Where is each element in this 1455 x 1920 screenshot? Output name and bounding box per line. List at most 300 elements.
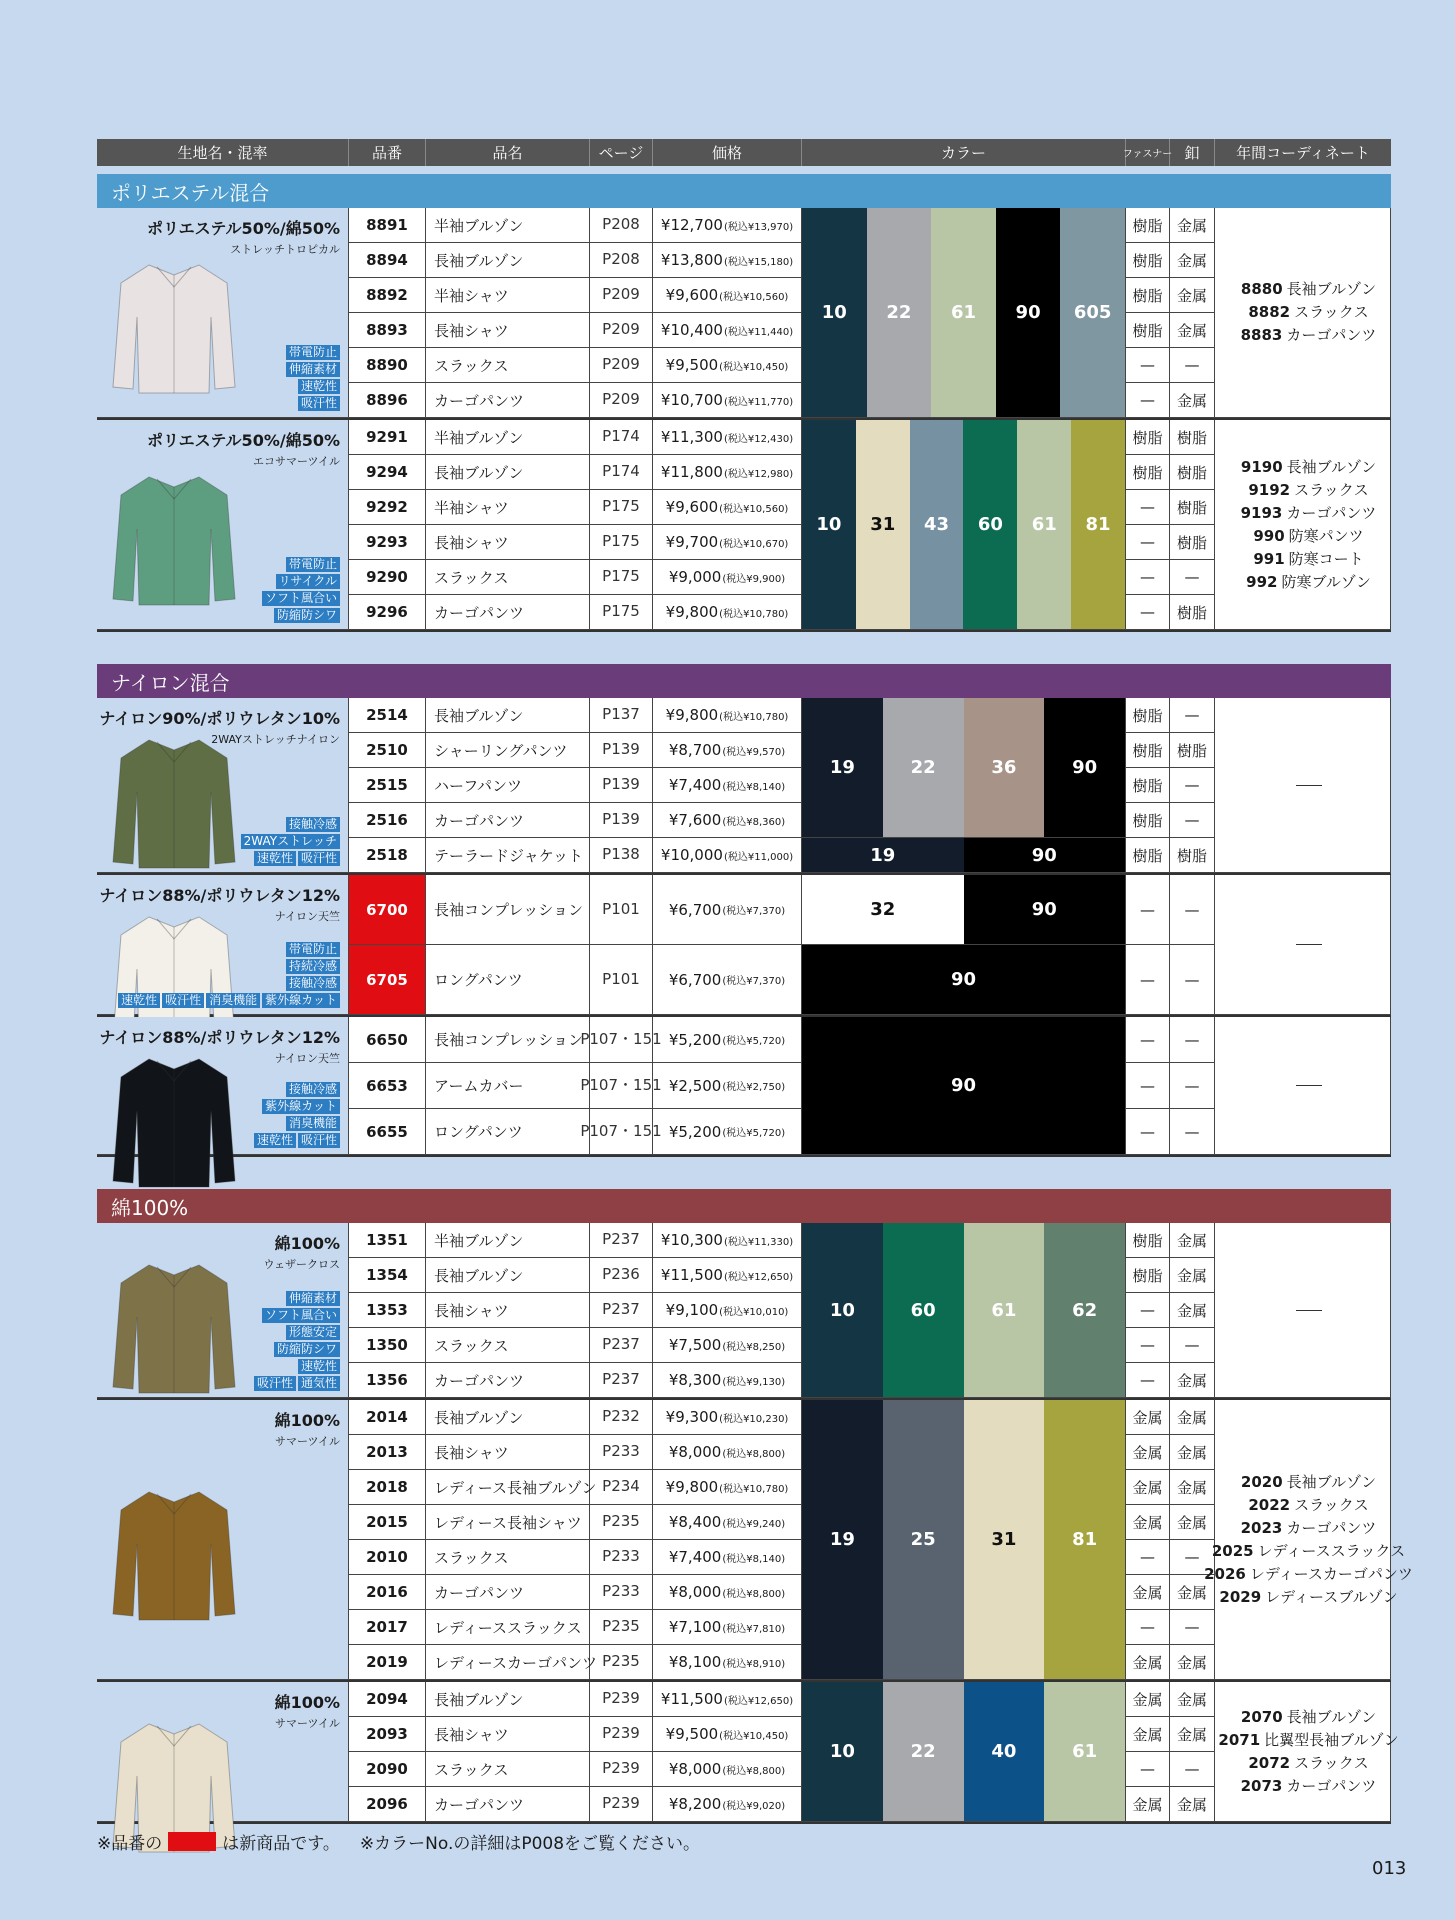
product-code: 8894 <box>349 243 426 278</box>
color-swatch-19: 19 <box>802 1400 883 1679</box>
footer-note-3: ※カラーNo.の詳細はP008をご覧ください。 <box>359 1834 701 1854</box>
price-with-tax: (税込¥10,670) <box>719 538 789 550</box>
coordinate-code: 2071 <box>1218 1730 1261 1749</box>
fabric-name: ポリエステル50%/綿50% <box>147 431 340 450</box>
button-type: — <box>1170 348 1215 383</box>
coordinate-list <box>1215 1682 1399 1822</box>
category-cotton: 綿100% <box>97 1189 1391 1223</box>
price-cell <box>653 1363 802 1398</box>
page-ref: P107・151 <box>590 1109 653 1155</box>
feature-tag: 防縮防シワ <box>274 608 340 623</box>
price-cell <box>653 1223 802 1258</box>
coordinate-name: カーゴパンツ <box>1286 1518 1377 1537</box>
price-with-tax: (税込¥10,560) <box>719 291 789 303</box>
coordinate-item <box>1248 1752 1368 1775</box>
coordinate-name: カーゴパンツ <box>1286 1776 1377 1795</box>
product-name: スラックス <box>426 1328 590 1363</box>
feature-tag-row <box>118 993 340 1008</box>
page-ref: P239 <box>590 1787 653 1822</box>
price: ¥8,100 <box>668 1653 722 1671</box>
color-swatches <box>802 875 1126 945</box>
product-code: 6653 <box>349 1063 426 1109</box>
price-cell <box>653 1682 802 1717</box>
button-type: 金属 <box>1170 243 1215 278</box>
color-swatch-22: 22 <box>883 698 964 837</box>
product-name: 長袖ブルゾン <box>426 455 590 490</box>
fastener-type: 金属 <box>1126 1787 1170 1822</box>
coordinate-item <box>1241 456 1376 479</box>
button-type: 金属 <box>1170 1682 1215 1717</box>
fabric-title-block <box>275 1690 340 1731</box>
product-name: 半袖シャツ <box>426 278 590 313</box>
no-coordinate-dash <box>1296 944 1322 945</box>
coordinate-name: 長袖ブルゾン <box>1286 1472 1377 1491</box>
price-cell <box>653 208 802 243</box>
product-code: 6700 <box>349 875 426 945</box>
page-ref: P239 <box>590 1752 653 1787</box>
price: ¥9,800 <box>665 1478 719 1496</box>
product-code: 9296 <box>349 595 426 630</box>
price-cell <box>653 1017 802 1063</box>
page-ref: P107・151 <box>590 1063 653 1109</box>
fastener-type: — <box>1126 1109 1170 1155</box>
garment-illustration <box>109 1051 239 1191</box>
price: ¥9,000 <box>668 568 722 586</box>
product-code: 2018 <box>349 1470 426 1505</box>
header-fastener: ファスナー <box>1126 139 1170 166</box>
color-swatches <box>802 698 1126 838</box>
price: ¥8,300 <box>668 1371 722 1389</box>
product-group <box>97 875 1391 1017</box>
product-code: 1350 <box>349 1328 426 1363</box>
price: ¥7,400 <box>668 776 722 794</box>
price: ¥9,100 <box>665 1301 719 1319</box>
page-ref: P235 <box>590 1610 653 1645</box>
button-type: 金属 <box>1170 383 1215 418</box>
product-group <box>97 1017 1391 1157</box>
header-page: ページ <box>590 139 653 166</box>
price: ¥5,200 <box>668 1030 722 1049</box>
header-name: 品名 <box>426 139 590 166</box>
price-cell <box>653 278 802 313</box>
garment-illustration <box>109 732 239 872</box>
fabric-name: ナイロン88%/ポリウレタン12% <box>99 886 340 905</box>
feature-tag: 消臭機能 <box>286 1116 340 1131</box>
product-code: 2015 <box>349 1505 426 1540</box>
table-header <box>97 139 1391 166</box>
price-cell <box>653 768 802 803</box>
garment-illustration <box>109 1484 239 1624</box>
fabric-name: 綿100% <box>274 1411 340 1430</box>
fabric-subname: サマーツイル <box>274 1717 340 1730</box>
product-code: 9294 <box>349 455 426 490</box>
product-table <box>97 139 1413 1824</box>
price-cell <box>653 1505 802 1540</box>
price-with-tax: (税込¥10,780) <box>719 1483 789 1495</box>
coordinate-name: 長袖ブルゾン <box>1286 1707 1377 1726</box>
fastener-type: — <box>1126 560 1170 595</box>
fastener-type: 金属 <box>1126 1717 1170 1752</box>
product-code: 9290 <box>349 560 426 595</box>
price-with-tax: (税込¥10,450) <box>719 1730 789 1742</box>
price-cell <box>653 490 802 525</box>
color-swatch-10: 10 <box>802 420 856 629</box>
fabric-subname: ナイロン天竺 <box>274 1052 340 1065</box>
fabric-subname: サマーツイル <box>274 1435 340 1448</box>
product-name: カーゴパンツ <box>426 595 590 630</box>
color-swatches <box>802 1223 1126 1398</box>
feature-tag: 吸汗性 <box>298 1133 340 1148</box>
color-swatch-61: 61 <box>931 208 996 417</box>
product-code: 2518 <box>349 838 426 873</box>
fabric-cell <box>97 208 349 418</box>
price-with-tax: (税込¥10,780) <box>719 608 789 620</box>
product-group <box>97 1223 1391 1400</box>
page-ref: P175 <box>590 490 653 525</box>
price: ¥10,000 <box>660 846 723 864</box>
page-ref: P101 <box>590 875 653 945</box>
coordinate-code: 2022 <box>1248 1495 1291 1514</box>
coordinate-list <box>1215 208 1391 418</box>
color-swatch-25: 25 <box>883 1400 964 1679</box>
price: ¥9,700 <box>665 533 719 551</box>
product-name: レディース長袖ブルゾン <box>426 1470 590 1505</box>
fastener-type: 金属 <box>1126 1645 1170 1680</box>
fabric-title-block <box>147 216 340 257</box>
fastener-type: — <box>1126 383 1170 418</box>
feature-tag: 接触冷感 <box>286 817 340 832</box>
price-cell <box>653 1717 802 1752</box>
price-cell <box>653 803 802 838</box>
fabric-cell <box>97 1223 349 1398</box>
category-polyester: ポリエステル混合 <box>97 174 1391 208</box>
coordinate-code: 9190 <box>1240 457 1283 476</box>
feature-tag: 2WAYストレッチ <box>241 834 340 849</box>
product-name: スラックス <box>426 560 590 595</box>
product-group <box>97 1682 1399 1824</box>
button-type: 樹脂 <box>1170 525 1215 560</box>
fabric-cell <box>97 698 349 873</box>
coordinate-item <box>1219 1586 1397 1609</box>
color-swatch-22: 22 <box>867 208 932 417</box>
coordinate-code: 8883 <box>1240 326 1283 344</box>
coordinate-code: 2023 <box>1240 1518 1283 1537</box>
product-name: カーゴパンツ <box>426 383 590 418</box>
fastener-type: — <box>1126 1363 1170 1398</box>
header-fabric: 生地名・混率 <box>97 139 349 166</box>
price-cell <box>653 383 802 418</box>
coordinate-code: 2020 <box>1240 1472 1283 1491</box>
price-with-tax: (税込¥8,360) <box>722 816 786 828</box>
button-type: 金属 <box>1170 1223 1215 1258</box>
color-swatch-61: 61 <box>1017 420 1071 629</box>
fastener-type: 樹脂 <box>1126 278 1170 313</box>
product-code: 2016 <box>349 1575 426 1610</box>
fabric-subname: エコサマーツイル <box>252 455 340 468</box>
feature-tag: 吸汗性 <box>162 993 204 1008</box>
fabric-title-block <box>275 1408 340 1449</box>
no-coordinate-dash <box>1296 1310 1322 1311</box>
price-with-tax: (税込¥9,240) <box>722 1518 786 1530</box>
color-swatch-32: 32 <box>802 875 964 944</box>
fastener-type: 金属 <box>1126 1575 1170 1610</box>
feature-tag: 持続冷感 <box>286 959 340 974</box>
price: ¥12,700 <box>660 216 723 234</box>
category-nylon: ナイロン混合 <box>97 664 1391 698</box>
button-type: — <box>1170 803 1215 838</box>
product-name: 半袖ブルゾン <box>426 420 590 455</box>
price-with-tax: (税込¥7,370) <box>722 976 786 987</box>
price-cell <box>653 1470 802 1505</box>
price-with-tax: (税込¥12,430) <box>723 433 794 445</box>
price: ¥9,300 <box>665 1408 719 1426</box>
product-code: 8892 <box>349 278 426 313</box>
coordinate-item <box>1248 301 1368 324</box>
feature-tag: 速乾性 <box>298 379 340 394</box>
fastener-type: 金属 <box>1126 1435 1170 1470</box>
fastener-type: 樹脂 <box>1126 1223 1170 1258</box>
feature-tag: ソフト風合い <box>262 1308 340 1323</box>
color-swatch-31: 31 <box>964 1400 1045 1679</box>
product-name: スラックス <box>426 1752 590 1787</box>
fabric-name: ポリエステル50%/綿50% <box>147 219 340 238</box>
header-coord: 年間コーディネート <box>1236 144 1370 162</box>
button-type: 金属 <box>1170 313 1215 348</box>
button-type: 金属 <box>1170 1470 1215 1505</box>
fabric-subname: ウェザークロス <box>263 1258 340 1271</box>
product-name: 長袖シャツ <box>426 1293 590 1328</box>
button-type: 樹脂 <box>1170 490 1215 525</box>
feature-tag: 速乾性 <box>254 1133 296 1148</box>
page-ref: P232 <box>590 1400 653 1435</box>
page-ref: P209 <box>590 313 653 348</box>
feature-tag: 帯電防止 <box>286 942 340 957</box>
price-cell <box>653 1328 802 1363</box>
page-ref: P175 <box>590 525 653 560</box>
coordinate-code: 8882 <box>1248 303 1291 321</box>
color-swatches <box>802 1017 1126 1155</box>
page-ref: P209 <box>590 278 653 313</box>
color-swatch-60: 60 <box>883 1223 964 1397</box>
product-code: 6650 <box>349 1017 426 1063</box>
price-with-tax: (税込¥9,570) <box>722 746 786 758</box>
price-cell <box>653 1610 802 1645</box>
fastener-type: — <box>1126 1752 1170 1787</box>
color-swatches <box>802 1682 1126 1822</box>
color-swatch-19: 19 <box>802 698 883 837</box>
price-with-tax: (税込¥5,720) <box>722 1036 786 1047</box>
page-ref: P237 <box>590 1223 653 1258</box>
price-with-tax: (税込¥7,370) <box>722 906 786 917</box>
price-with-tax: (税込¥11,000) <box>723 851 794 863</box>
page-ref: P209 <box>590 383 653 418</box>
product-name: シャーリングパンツ <box>426 733 590 768</box>
button-type: — <box>1170 560 1215 595</box>
feature-tag: 接触冷感 <box>286 976 340 991</box>
coordinate-item <box>1248 1494 1368 1517</box>
price: ¥10,300 <box>660 1231 723 1249</box>
price-with-tax: (税込¥11,440) <box>723 326 794 338</box>
price-with-tax: (税込¥10,560) <box>719 503 789 515</box>
page-ref: P139 <box>590 803 653 838</box>
button-type: 金属 <box>1170 1645 1215 1680</box>
product-code: 1354 <box>349 1258 426 1293</box>
page-ref: P233 <box>590 1575 653 1610</box>
price: ¥7,600 <box>668 811 722 829</box>
product-code: 2090 <box>349 1752 426 1787</box>
price-with-tax: (税込¥9,020) <box>722 1800 786 1812</box>
price: ¥11,300 <box>660 428 723 446</box>
color-swatch-81: 81 <box>1071 420 1125 629</box>
header-button: 釦 <box>1170 139 1215 166</box>
footer-note-1: ※品番の <box>97 1834 163 1854</box>
color-swatch-90: 90 <box>964 875 1126 944</box>
header-code: 品番 <box>349 139 426 166</box>
coordinate-name: スラックス <box>1294 480 1369 499</box>
page-ref: P208 <box>590 243 653 278</box>
product-code: 2516 <box>349 803 426 838</box>
product-name: 半袖ブルゾン <box>426 1223 590 1258</box>
product-name: 長袖コンプレッション <box>426 875 590 945</box>
price: ¥13,800 <box>660 251 723 269</box>
price-with-tax: (税込¥8,140) <box>722 1553 786 1565</box>
price: ¥9,800 <box>665 603 719 621</box>
color-swatch-43: 43 <box>910 420 964 629</box>
product-name: 半袖シャツ <box>426 490 590 525</box>
price-with-tax: (税込¥8,800) <box>722 1588 786 1600</box>
fastener-type: 金属 <box>1126 1505 1170 1540</box>
price-with-tax: (税込¥11,330) <box>723 1236 794 1248</box>
color-swatch-90: 90 <box>964 838 1126 872</box>
page-ref: P175 <box>590 595 653 630</box>
coordinate-item <box>1218 1729 1398 1752</box>
button-type: 金属 <box>1170 1293 1215 1328</box>
product-code: 8891 <box>349 208 426 243</box>
fastener-type: 金属 <box>1126 1400 1170 1435</box>
button-type: 樹脂 <box>1170 595 1215 630</box>
fabric-subname: ストレッチトロピカル <box>230 243 340 256</box>
product-name: 長袖ブルゾン <box>426 1400 590 1435</box>
fabric-name: 綿100% <box>274 1234 340 1253</box>
price-cell <box>653 313 802 348</box>
button-type: 樹脂 <box>1170 455 1215 490</box>
price-with-tax: (税込¥10,230) <box>719 1413 789 1425</box>
price-cell <box>653 348 802 383</box>
product-group <box>97 1400 1413 1682</box>
page-ref: P237 <box>590 1293 653 1328</box>
page-ref: P233 <box>590 1540 653 1575</box>
product-name: テーラードジャケット <box>426 838 590 873</box>
garment-illustration <box>109 257 239 397</box>
button-type: — <box>1170 1752 1215 1787</box>
button-type: — <box>1170 768 1215 803</box>
product-group <box>97 208 1391 420</box>
price-cell <box>653 595 802 630</box>
coordinate-code: 2029 <box>1219 1587 1262 1606</box>
fabric-subname: ナイロン天竺 <box>274 910 340 923</box>
feature-tags <box>286 345 340 411</box>
button-type: — <box>1170 1063 1215 1109</box>
fabric-name: 綿100% <box>274 1693 340 1712</box>
product-name: カーゴパンツ <box>426 803 590 838</box>
coordinate-name: カーゴパンツ <box>1286 503 1377 522</box>
price-cell <box>653 1540 802 1575</box>
price-with-tax: (税込¥2,750) <box>722 1082 786 1093</box>
price: ¥8,000 <box>668 1583 722 1601</box>
coordinate-item <box>1253 525 1363 548</box>
product-name: 長袖シャツ <box>426 1435 590 1470</box>
page-ref: P174 <box>590 455 653 490</box>
feature-tag: ソフト風合い <box>262 591 340 606</box>
button-type: — <box>1170 698 1215 733</box>
feature-tag: 速乾性 <box>254 851 296 866</box>
fastener-type: 金属 <box>1126 1682 1170 1717</box>
product-code: 6655 <box>349 1109 426 1155</box>
product-code: 2094 <box>349 1682 426 1717</box>
color-swatch-90: 90 <box>802 1017 1125 1154</box>
garment-illustration <box>109 1257 239 1397</box>
coordinate-name: 防寒ブルゾン <box>1281 572 1371 591</box>
page-ref: P236 <box>590 1258 653 1293</box>
price: ¥10,400 <box>660 321 723 339</box>
coordinate-code: 991 <box>1253 549 1285 568</box>
price-cell <box>653 560 802 595</box>
coordinate-name: 防寒コート <box>1288 549 1364 568</box>
page-ref: P139 <box>590 733 653 768</box>
fastener-type: — <box>1126 1063 1170 1109</box>
header-color: カラー <box>802 139 1126 166</box>
button-type: 金属 <box>1170 1363 1215 1398</box>
fabric-subname: 2WAYストレッチナイロン <box>211 733 340 746</box>
coordinate-name: レディースブルゾン <box>1265 1587 1398 1606</box>
coordinate-name: スラックス <box>1294 1753 1369 1772</box>
price: ¥5,200 <box>668 1122 722 1141</box>
color-swatch-61: 61 <box>1044 1682 1125 1821</box>
button-type: 金属 <box>1170 1435 1215 1470</box>
coordinate-list <box>1215 1017 1391 1155</box>
no-coordinate-dash <box>1296 1085 1322 1086</box>
price-with-tax: (税込¥8,800) <box>722 1765 786 1777</box>
fabric-name: ナイロン88%/ポリウレタン12% <box>99 1028 340 1047</box>
product-code: 2093 <box>349 1717 426 1752</box>
fastener-type: 樹脂 <box>1126 243 1170 278</box>
price-cell <box>653 1258 802 1293</box>
fastener-type: — <box>1126 875 1170 945</box>
fabric-cell <box>97 1682 349 1822</box>
fastener-type: — <box>1126 945 1170 1015</box>
feature-tag: 速乾性 <box>118 993 160 1008</box>
button-type: — <box>1170 1610 1215 1645</box>
coordinate-list <box>1215 875 1391 1015</box>
new-product-swatch <box>168 1832 216 1851</box>
product-code: 2514 <box>349 698 426 733</box>
feature-tag: 速乾性 <box>298 1359 340 1374</box>
fastener-type: — <box>1126 490 1170 525</box>
footer-note-2: は新商品です。 <box>222 1834 340 1854</box>
price: ¥2,500 <box>668 1076 722 1095</box>
price: ¥10,700 <box>660 391 723 409</box>
feature-tags <box>254 1291 340 1391</box>
price: ¥8,200 <box>668 1795 722 1813</box>
product-code: 9291 <box>349 420 426 455</box>
color-swatch-90: 90 <box>996 208 1061 417</box>
button-type: — <box>1170 1540 1215 1575</box>
page-number: 013 <box>1372 1858 1407 1879</box>
coordinate-item <box>1241 1706 1376 1729</box>
product-name: カーゴパンツ <box>426 1575 590 1610</box>
color-swatch-10: 10 <box>802 1682 883 1821</box>
color-swatch-60: 60 <box>963 420 1017 629</box>
